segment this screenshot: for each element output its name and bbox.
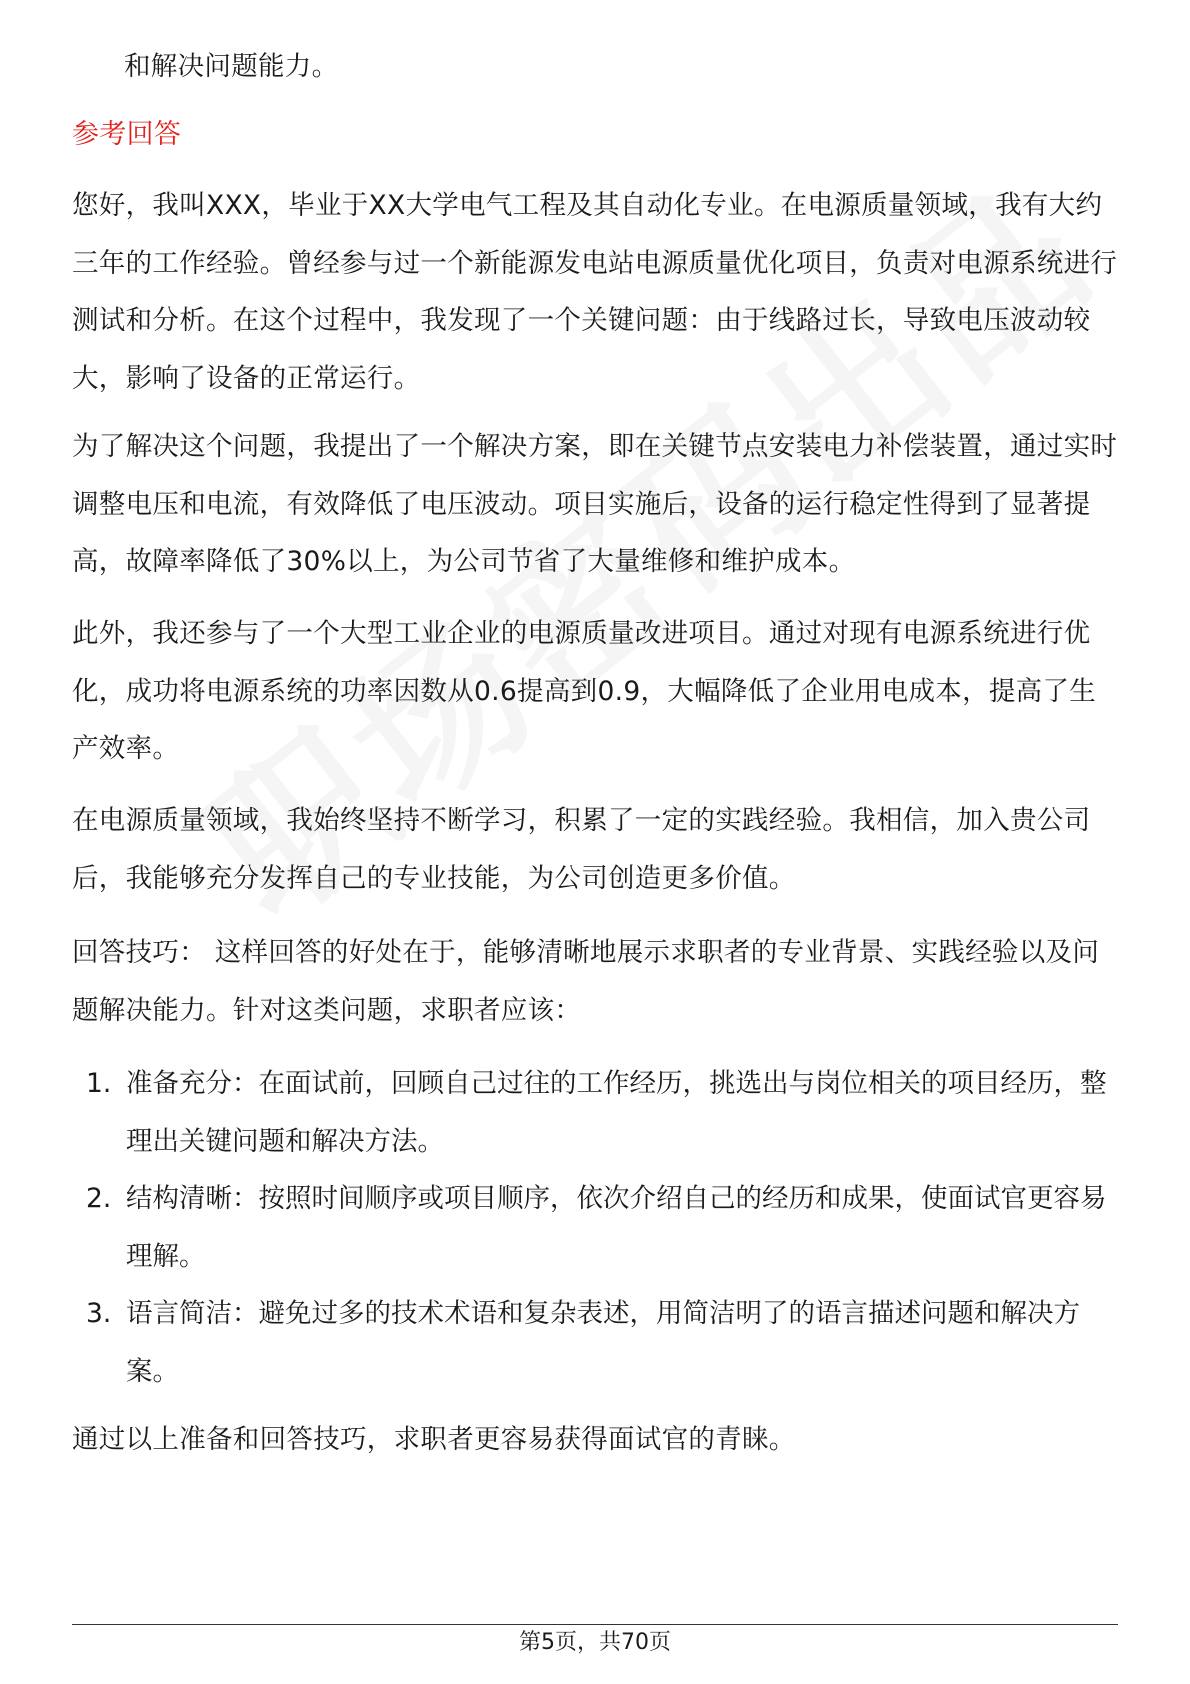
tips-paragraph: 回答技巧： 这样回答的好处在于，能够清晰地展示求职者的专业背景、实践经验以及问题解决能力。针对这类问题，求职者应该： xyxy=(72,937,1100,1026)
list-item-text: 语言简洁：避免过多的技术术语和复杂表述，用简洁明了的语言描述问题和解决方案。 xyxy=(126,1298,1080,1387)
tips-list xyxy=(72,1055,1118,1400)
answer-paragraph-4: 在电源质量领域，我始终坚持不断学习，积累了一定的实践经验。我相信，加入贵公司后，我能够充分发挥自己的专业技能，为公司创造更多价值。 xyxy=(72,805,1091,894)
page-number: 第5页，共70页 xyxy=(519,1630,671,1655)
list-item xyxy=(72,1055,1118,1170)
answer-paragraph-2: 为了解决这个问题，我提出了一个解决方案，即在关键节点安装电力补偿装置，通过实时调整电压和电流，有效降低了电压波动。项目实施后，设备的运行稳定性得到了显著提高，故障率降低了30%以上，为公司节省了大量维修和维护成本。 xyxy=(72,431,1118,577)
answer-paragraph-3: 此外，我还参与了一个大型工业企业的电源质量改进项目。通过对现有电源系统进行优化，成功将电源系统的功率因数从0.6提高到0.9，大幅降低了企业用电成本，提高了生产效率。 xyxy=(72,618,1097,764)
footer-divider xyxy=(72,1624,1118,1625)
list-number: 1. xyxy=(86,1068,112,1099)
continuation-text: 和解决问题能力。 xyxy=(124,51,339,82)
list-item-text: 结构清晰：按照时间顺序或项目顺序，依次介绍自己的经历和成果，使面试官更容易理解。 xyxy=(126,1183,1107,1272)
answer-paragraph-1: 您好，我叫XXX，毕业于XX大学电气工程及其自动化专业。在电源质量领域，我有大约三年的工作经验。曾经参与过一个新能源发电站电源质量优化项目，负责对电源系统进行测试和分析。在这个过程中，我发现了一个关键问题：由于线路过长，导致电压波动较大，影响了设备的正常运行。 xyxy=(72,190,1118,394)
list-item xyxy=(72,1285,1118,1400)
list-number: 3. xyxy=(86,1298,112,1329)
list-item-text: 准备充分：在面试前，回顾自己过往的工作经历，挑选出与岗位相关的项目经历，整理出关键问题和解决方法。 xyxy=(126,1068,1107,1157)
list-item xyxy=(72,1170,1118,1285)
closing-paragraph: 通过以上准备和回答技巧，求职者更容易获得面试官的青睐。 xyxy=(72,1424,796,1455)
section-heading: 参考回答 xyxy=(72,119,182,150)
list-number: 2. xyxy=(86,1183,112,1214)
